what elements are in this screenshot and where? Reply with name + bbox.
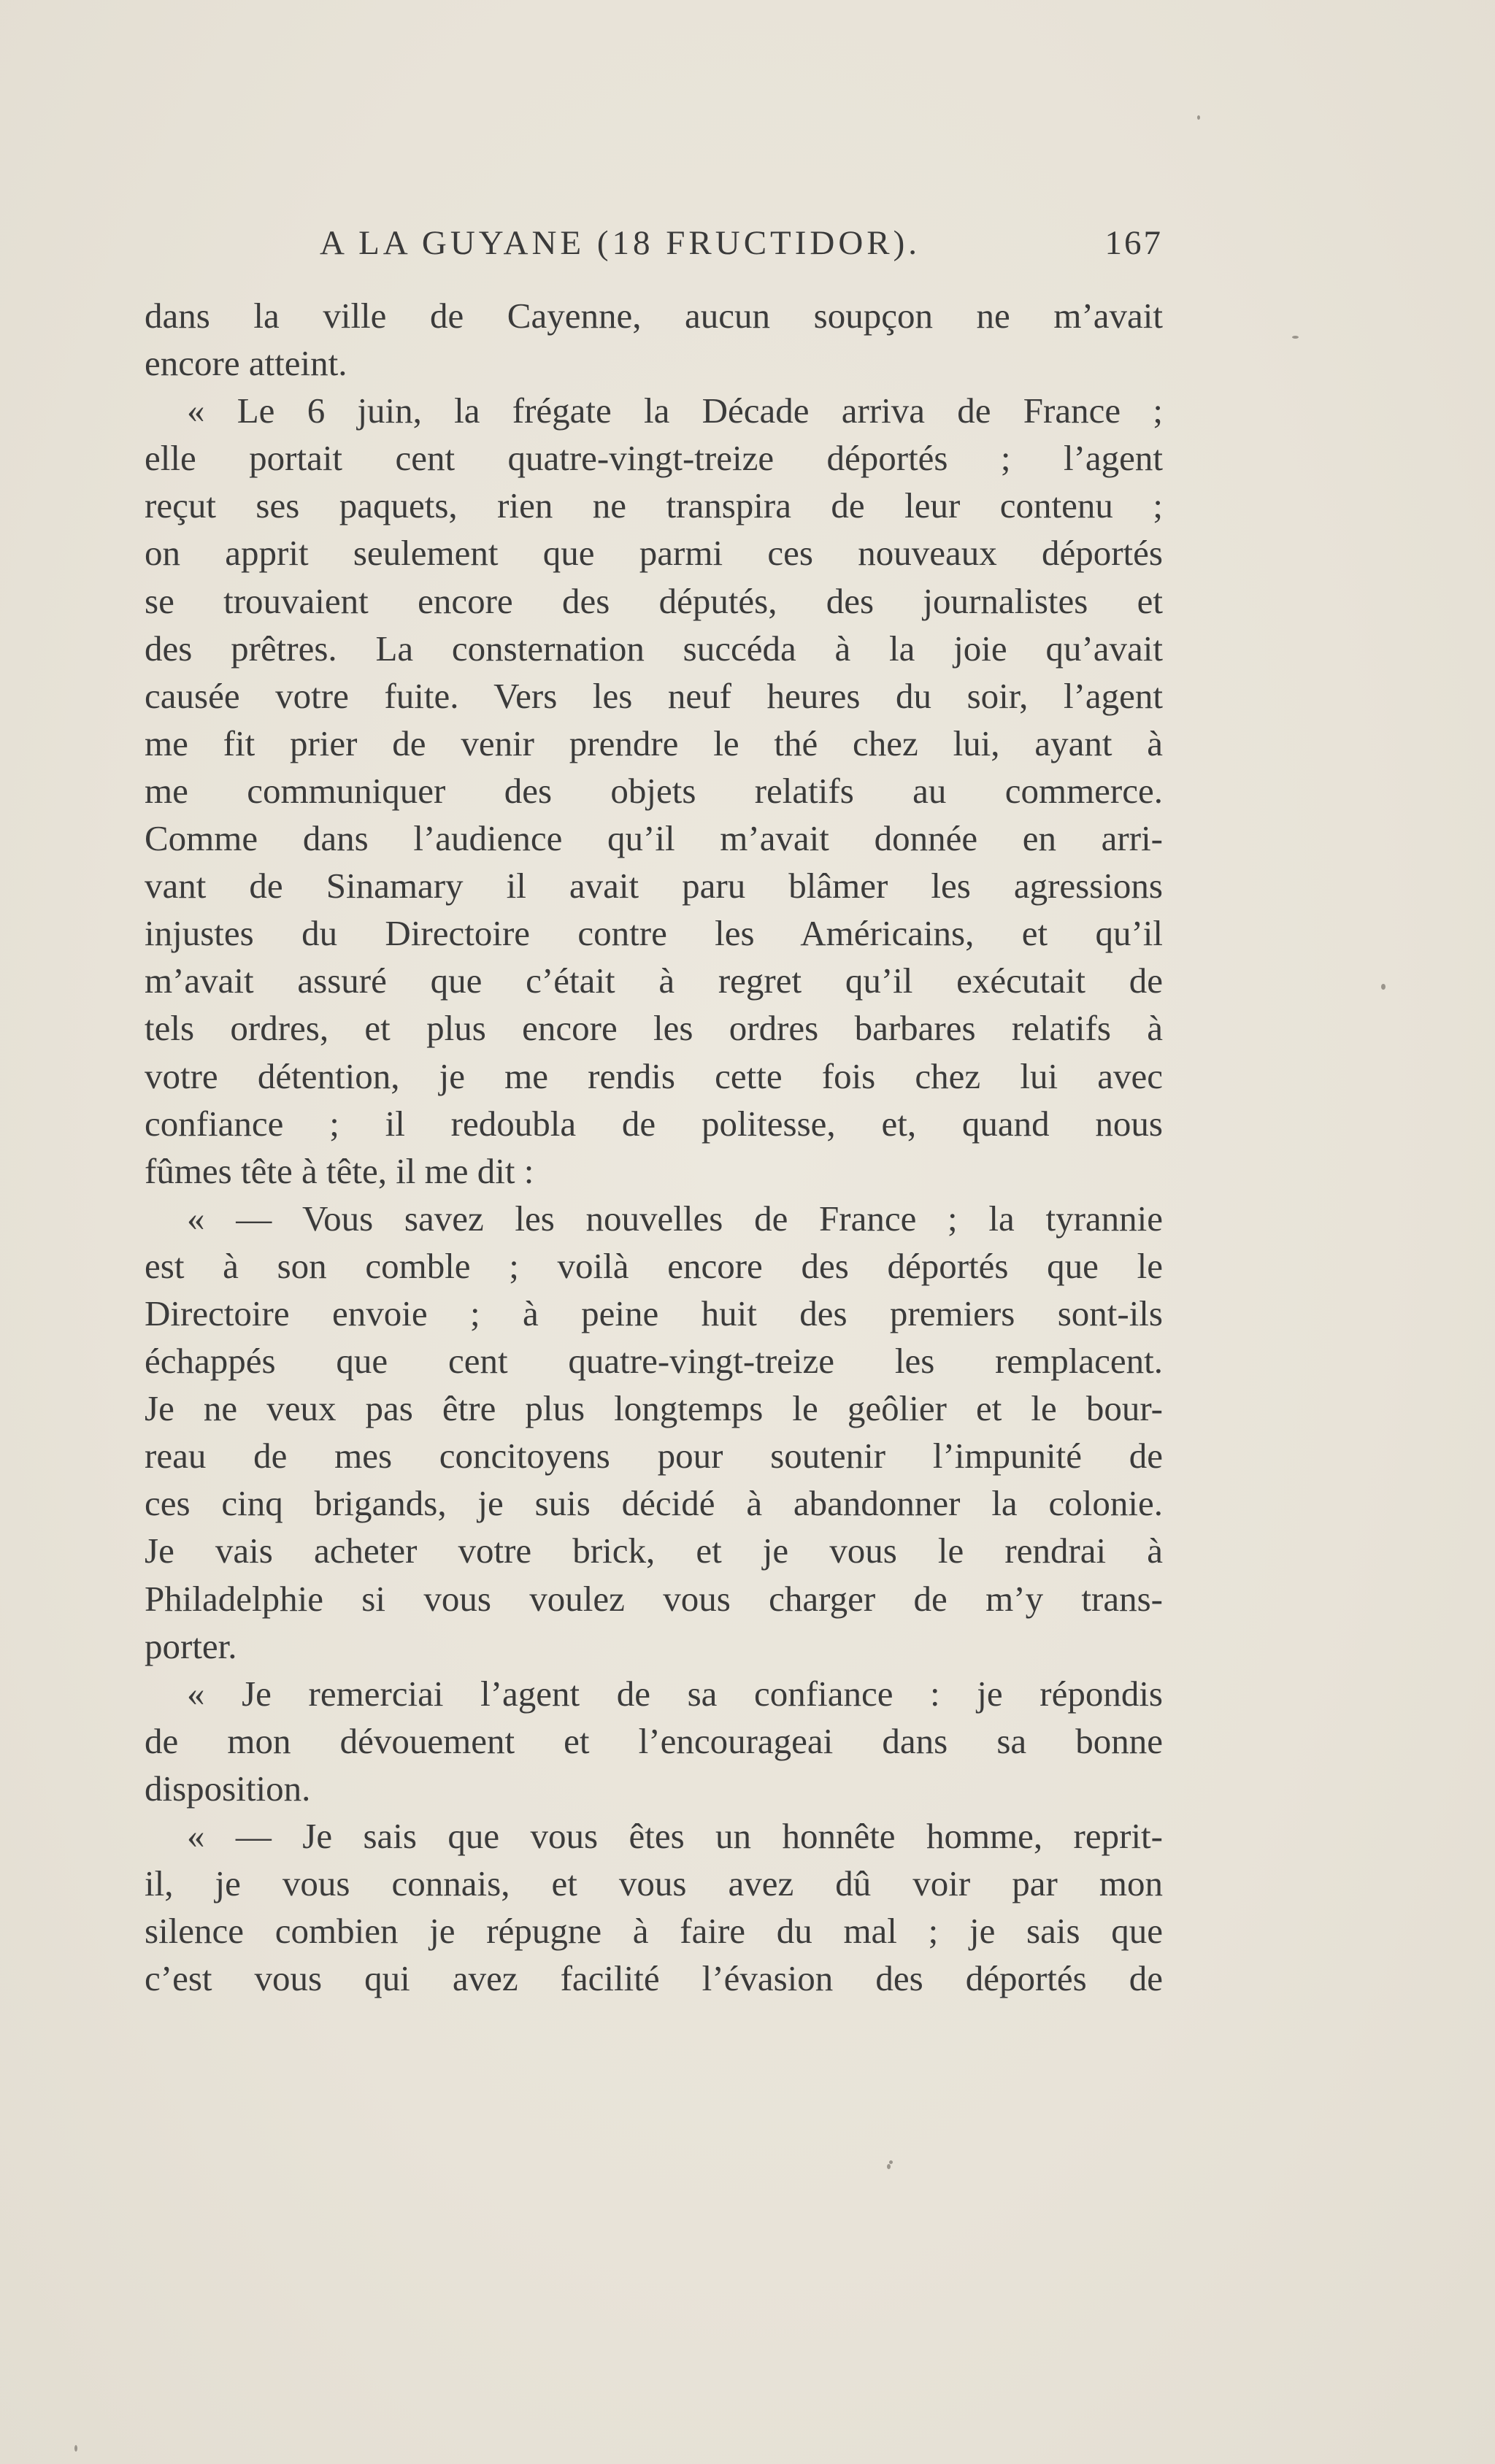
text-line: on apprit seulement que parmi ces nouveaux déportés	[145, 533, 1163, 574]
text-line: reau de mes concitoyens pour soutenir l’impunité de	[145, 1436, 1163, 1477]
text-line: fûmes tête à tête, il me dit :	[145, 1150, 534, 1191]
paper-speck	[889, 2160, 893, 2164]
text-line: reçut ses paquets, rien ne transpira de leur contenu ;	[145, 485, 1163, 526]
text-line: Je vais acheter votre brick, et je vous le rendrai à	[145, 1531, 1163, 1571]
text-line: Directoire envoie ; à peine huit des premiers sont-ils	[145, 1293, 1163, 1333]
text-line: il, je vous connais, et vous avez dû voir par mon	[145, 1863, 1163, 1904]
paper-speck	[1381, 984, 1386, 990]
paper-speck	[1197, 115, 1200, 120]
text-line: « Le 6 juin, la frégate la Décade arriva de France ;	[187, 390, 1163, 431]
text-line: ces cinq brigands, je suis décidé à abandonner la colonie.	[145, 1483, 1163, 1524]
text-line: tels ordres, et plus encore les ordres barbares relatifs à	[145, 1008, 1163, 1049]
text-line: encore atteint.	[145, 343, 347, 384]
page-header	[145, 223, 1163, 272]
text-line: c’est vous qui avez facilité l’évasion des déportés de	[145, 1958, 1163, 1999]
text-line: se trouvaient encore des députés, des journalistes et	[145, 580, 1163, 621]
text-line: « Je remerciai l’agent de sa confiance : je répondis	[187, 1673, 1163, 1714]
text-line: silence combien je répugne à faire du mal ; je sais que	[145, 1911, 1163, 1952]
text-line: est à son comble ; voilà encore des déportés que le	[145, 1245, 1163, 1286]
text-line: injustes du Directoire contre les Américains, et qu’il	[145, 913, 1163, 954]
text-line: me fit prier de venir prendre le thé chez lui, ayant à	[145, 723, 1163, 763]
text-line: m’avait assuré que c’était à regret qu’il exécutait de	[145, 960, 1163, 1001]
text-line: elle portait cent quatre-vingt-treize déportés ; l’agent	[145, 438, 1163, 479]
text-line: causée votre fuite. Vers les neuf heures du soir, l’agent	[145, 675, 1163, 716]
text-line: me communiquer des objets relatifs au commerce.	[145, 770, 1163, 811]
text-line: « — Vous savez les nouvelles de France ; la tyrannie	[187, 1198, 1163, 1239]
text-line: confiance ; il redoubla de politesse, et, quand nous	[145, 1103, 1163, 1144]
text-line: votre détention, je me rendis cette fois chez lui avec	[145, 1055, 1163, 1096]
text-line: échappés que cent quatre-vingt-treize les remplacent.	[145, 1341, 1163, 1382]
text-line: disposition.	[145, 1768, 311, 1809]
text-line: Philadelphie si vous voulez vous charger de m’y trans-	[145, 1578, 1163, 1619]
paper-speck	[1292, 336, 1299, 339]
text-line: « — Je sais que vous êtes un honnête homme, reprit-	[187, 1816, 1163, 1856]
text-line: porter.	[145, 1625, 237, 1666]
paper-speck	[74, 2445, 77, 2452]
text-line: Je ne veux pas être plus longtemps le geôlier et le bour-	[145, 1388, 1163, 1429]
text-line: vant de Sinamary il avait paru blâmer les agressions	[145, 866, 1163, 906]
text-line: dans la ville de Cayenne, aucun soupçon ne m’avait	[145, 296, 1163, 336]
text-line: Comme dans l’audience qu’il m’avait donnée en arri-	[145, 818, 1163, 859]
text-line: des prêtres. La consternation succéda à la joie qu’avait	[145, 628, 1163, 669]
text-line: de mon dévouement et l’encourageai dans sa bonne	[145, 1720, 1163, 1761]
paper-speck	[887, 2164, 891, 2169]
body-text	[145, 292, 1163, 2002]
running-title: A LA GUYANE (18 FRUCTIDOR).	[320, 224, 921, 262]
page-number: 167	[1104, 224, 1163, 262]
